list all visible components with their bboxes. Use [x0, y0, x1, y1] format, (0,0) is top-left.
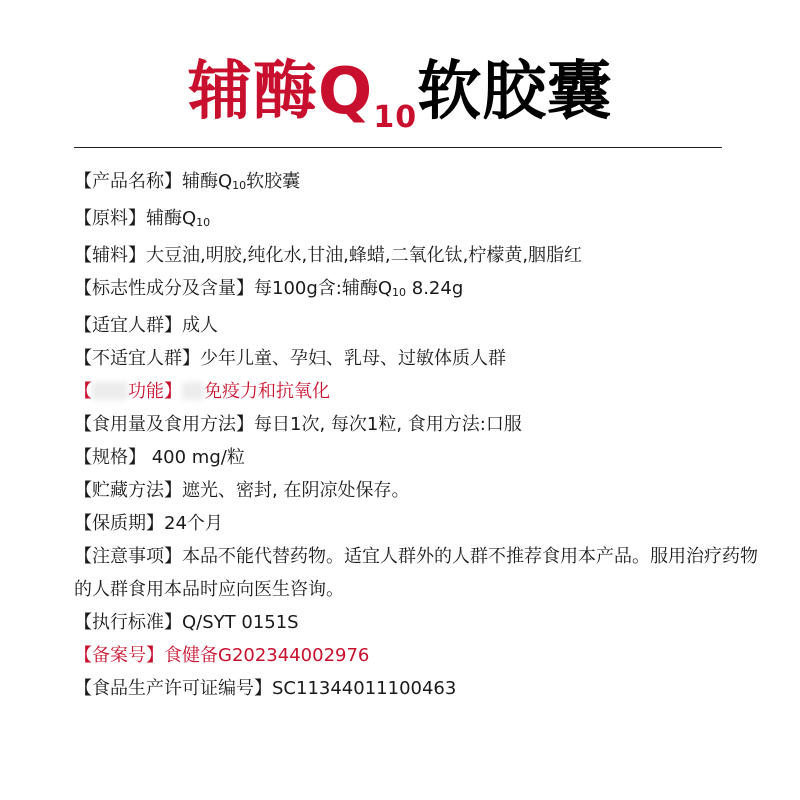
- title-divider: [74, 147, 722, 148]
- label-standard: 【执行标准】: [74, 612, 182, 633]
- value-product-name-suffix: 软胶囊: [246, 171, 301, 192]
- value-excipients: 大豆油,明胶,纯化水,甘油,蜂蜡,二氧化钛,柠檬黄,胭脂红: [146, 245, 583, 266]
- row-production-license: [74, 672, 764, 705]
- value-filing-number: 食健备G202344002976: [164, 645, 370, 666]
- value-usage: 每日1次, 每次1粒, 食用方法:口服: [254, 414, 522, 435]
- row-product-name: [74, 165, 764, 202]
- value-marker-amount: 8.24g: [406, 278, 464, 299]
- label-raw-material: 【原料】: [74, 208, 146, 229]
- label-notes: 【注意事项】: [74, 546, 182, 567]
- value-product-name-subscript: 10: [232, 179, 247, 192]
- label-function: 功能】: [128, 381, 182, 402]
- value-raw-material: 辅酶Q: [146, 208, 197, 229]
- product-title: [0, 52, 800, 158]
- value-raw-material-subscript: 10: [196, 216, 211, 229]
- label-usage: 【食用量及食用方法】: [74, 414, 254, 435]
- value-marker-ingredient: 每100g含:辅酶Q: [254, 278, 393, 299]
- label-specification: 【规格】: [74, 447, 146, 468]
- label-excipients: 【辅料】: [74, 245, 146, 266]
- row-health-function: [74, 375, 764, 408]
- row-standard: [74, 606, 764, 639]
- row-specification: [74, 441, 764, 474]
- row-filing-number: [74, 639, 764, 672]
- row-usage: [74, 408, 764, 441]
- value-marker-subscript: 10: [392, 286, 407, 299]
- row-suitable-population: [74, 309, 764, 342]
- value-standard: Q/SYT 0151S: [182, 612, 299, 633]
- label-filing-number: 【备案号】: [74, 645, 164, 666]
- title-part2: 软胶囊: [417, 55, 613, 129]
- title-q-subscript: 10: [373, 100, 418, 135]
- value-function: 免疫力和抗氧化: [204, 381, 330, 402]
- row-shelf-life: [74, 507, 764, 540]
- label-product-name: 【产品名称】: [74, 171, 182, 192]
- label-production-license: 【食品生产许可证编号】: [74, 678, 272, 699]
- value-suitable-population: 成人: [182, 315, 218, 336]
- label-function-bracket: 【: [74, 381, 92, 402]
- row-excipients: [74, 239, 764, 272]
- value-specification: 400 mg/粒: [146, 447, 245, 468]
- label-storage: 【贮藏方法】: [74, 480, 182, 501]
- value-shelf-life: 24个月: [164, 513, 223, 534]
- label-marker-ingredient: 【标志性成分及含量】: [74, 278, 254, 299]
- row-notes: [74, 540, 764, 606]
- value-production-license: SC11344011100463: [272, 678, 457, 699]
- title-q: Q: [317, 55, 374, 129]
- redacted-text: [182, 382, 204, 400]
- value-storage: 遮光、密封, 在阴凉处保存。: [182, 480, 410, 501]
- row-raw-material: [74, 202, 764, 239]
- label-suitable-population: 【适宜人群】: [74, 315, 182, 336]
- redacted-text: [92, 382, 128, 400]
- value-unsuitable-population: 少年儿童、孕妇、乳母、过敏体质人群: [200, 348, 506, 369]
- title-part1: 辅酶: [187, 55, 318, 129]
- value-notes: 本品不能代替药物。适宜人群外的人群不推荐食用本产品。服用治疗药物的人群食用本品时应向医生咨询。: [74, 546, 758, 600]
- spec-list: [74, 165, 764, 705]
- row-marker-ingredient: [74, 272, 764, 309]
- row-unsuitable-population: [74, 342, 764, 375]
- row-storage: [74, 474, 764, 507]
- label-unsuitable-population: 【不适宜人群】: [74, 348, 200, 369]
- value-product-name: 辅酶Q: [182, 171, 233, 192]
- label-shelf-life: 【保质期】: [74, 513, 164, 534]
